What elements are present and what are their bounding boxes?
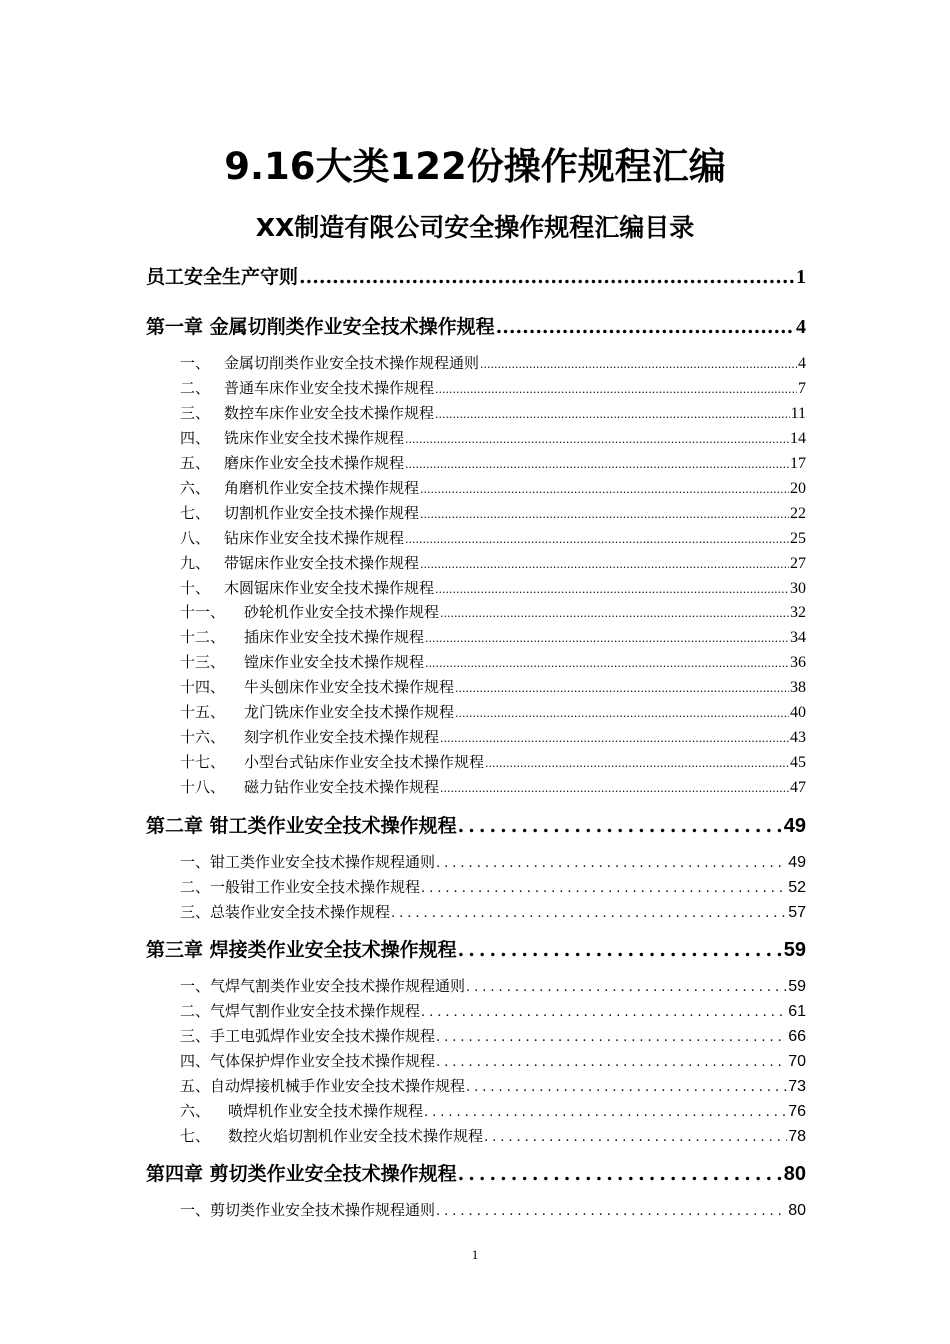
section-page: 14 — [790, 430, 806, 447]
section-page: 20 — [790, 480, 806, 497]
section-label: 数控火焰切割机作业安全技术操作规程 — [228, 1127, 484, 1145]
section-number: 二、 — [180, 878, 211, 896]
section-page: 22 — [790, 505, 806, 522]
toc-section[interactable] — [180, 502, 806, 523]
section-page: 49 — [788, 854, 806, 871]
section-page: 36 — [790, 654, 806, 671]
toc-section[interactable] — [180, 726, 806, 747]
toc-chapter-4[interactable] — [146, 1159, 806, 1186]
section-label: 气焊气割类作业安全技术操作规程通则 — [210, 977, 466, 995]
section-page: 11 — [790, 405, 806, 422]
section-number: 一、 — [180, 1201, 211, 1219]
section-label: 自动焊接机械手作业安全技术操作规程 — [210, 1077, 466, 1095]
section-page: 30 — [790, 580, 806, 597]
section-page: 38 — [790, 679, 806, 696]
section-number: 八、 — [180, 529, 211, 547]
toc-page: 80 — [783, 1163, 806, 1185]
section-number: 二、 — [180, 1002, 211, 1020]
section-page: 40 — [790, 704, 806, 721]
section-label: 剪切类作业安全技术操作规程通则 — [210, 1201, 436, 1219]
section-label: 气焊气割作业安全技术操作规程 — [210, 1002, 421, 1020]
section-number: 三、 — [180, 404, 211, 422]
section-page: 73 — [788, 1078, 806, 1095]
section-label: 木圆锯床作业安全技术操作规程 — [224, 579, 435, 597]
toc-section[interactable] — [180, 751, 806, 772]
section-number: 十三、 — [180, 653, 226, 671]
section-label: 钻床作业安全技术操作规程 — [224, 529, 405, 547]
section-number: 七、 — [180, 504, 211, 522]
toc-section[interactable] — [180, 527, 806, 548]
section-page: 4 — [798, 355, 806, 372]
section-label: 普通车床作业安全技术操作规程 — [224, 379, 435, 397]
section-label: 带锯床作业安全技术操作规程 — [224, 554, 420, 572]
toc-section[interactable] — [180, 452, 806, 473]
toc-page: 59 — [783, 939, 806, 961]
toc-section[interactable] — [180, 1199, 806, 1220]
section-page: 70 — [788, 1053, 806, 1070]
toc-section[interactable] — [180, 577, 806, 598]
toc-section[interactable] — [180, 851, 806, 872]
section-number: 五、 — [180, 1077, 211, 1095]
section-label: 总装作业安全技术操作规程 — [210, 903, 391, 921]
section-number: 三、 — [180, 903, 211, 921]
section-page: 34 — [790, 629, 806, 646]
toc-section[interactable] — [180, 701, 806, 722]
section-number: 一、 — [180, 354, 211, 372]
toc-page: 1 — [796, 266, 806, 288]
section-number: 七、 — [180, 1127, 211, 1145]
toc-section[interactable] — [180, 402, 806, 423]
section-page: 76 — [788, 1103, 806, 1120]
section-number: 三、 — [180, 1027, 211, 1045]
section-label: 手工电弧焊作业安全技术操作规程 — [210, 1027, 436, 1045]
section-number: 十五、 — [180, 703, 226, 721]
section-label: 喷焊机作业安全技术操作规程 — [228, 1102, 424, 1120]
section-page: 25 — [790, 530, 806, 547]
section-page: 66 — [788, 1028, 806, 1045]
section-number: 四、 — [180, 1052, 211, 1070]
toc-preface[interactable] — [146, 262, 806, 289]
section-number: 十七、 — [180, 753, 226, 771]
section-label: 一般钳工作业安全技术操作规程 — [210, 878, 421, 896]
section-page: 7 — [798, 380, 806, 397]
toc-label: 员工安全生产守则 — [146, 266, 299, 288]
toc-section[interactable] — [180, 377, 806, 398]
section-page: 57 — [788, 904, 806, 921]
toc-chapter-2[interactable] — [146, 811, 806, 838]
section-page: 17 — [790, 455, 806, 472]
section-page: 78 — [788, 1128, 806, 1145]
toc-section[interactable] — [180, 776, 806, 797]
section-label: 牛头刨床作业安全技术操作规程 — [244, 678, 455, 696]
section-label: 龙门铣床作业安全技术操作规程 — [244, 703, 455, 721]
toc-section[interactable] — [180, 876, 806, 897]
section-label: 镗床作业安全技术操作规程 — [244, 653, 425, 671]
toc-section[interactable] — [180, 477, 806, 498]
toc-section[interactable] — [180, 901, 806, 922]
toc-chapter-3[interactable] — [146, 935, 806, 962]
section-page: 45 — [790, 754, 806, 771]
toc-section[interactable] — [180, 1025, 806, 1046]
section-page: 80 — [788, 1202, 806, 1219]
page-number: 1 — [471, 1247, 479, 1262]
section-number: 十一、 — [180, 603, 226, 621]
toc-section[interactable] — [180, 626, 806, 647]
section-label: 插床作业安全技术操作规程 — [244, 628, 425, 646]
section-label: 磁力钻作业安全技术操作规程 — [244, 778, 440, 796]
section-number: 十四、 — [180, 678, 226, 696]
section-number: 十、 — [180, 579, 211, 597]
section-label: 金属切削类作业安全技术操作规程通则 — [224, 354, 480, 372]
toc-section[interactable] — [180, 1075, 806, 1096]
section-number: 一、 — [180, 977, 211, 995]
section-number: 九、 — [180, 554, 211, 572]
section-number: 四、 — [180, 429, 211, 447]
section-label: 砂轮机作业安全技术操作规程 — [244, 603, 440, 621]
toc-section[interactable] — [180, 975, 806, 996]
section-page: 61 — [788, 1003, 806, 1020]
section-label: 切割机作业安全技术操作规程 — [224, 504, 420, 522]
section-page: 27 — [790, 555, 806, 572]
toc-page: 49 — [783, 815, 806, 837]
toc-section[interactable] — [180, 1050, 806, 1071]
toc-section[interactable] — [180, 651, 806, 672]
toc-label: 第一章 金属切削类作业安全技术操作规程 — [146, 316, 495, 338]
section-number: 十八、 — [180, 778, 226, 796]
toc-section[interactable] — [180, 1125, 806, 1146]
section-number: 五、 — [180, 454, 211, 472]
document-subtitle: XX制造有限公司安全操作规程汇编目录 — [255, 213, 695, 242]
toc-label: 第三章 焊接类作业安全技术操作规程 — [146, 939, 457, 961]
toc-label: 第四章 剪切类作业安全技术操作规程 — [146, 1163, 457, 1185]
section-label: 小型台式钻床作业安全技术操作规程 — [244, 753, 485, 771]
section-page: 52 — [788, 879, 806, 896]
toc-section[interactable] — [180, 1100, 806, 1121]
toc-chapter-1[interactable] — [146, 312, 806, 339]
section-number: 一、 — [180, 853, 211, 871]
toc-section[interactable] — [180, 601, 806, 622]
toc-section[interactable] — [180, 676, 806, 697]
section-label: 角磨机作业安全技术操作规程 — [224, 479, 420, 497]
section-number: 十六、 — [180, 728, 226, 746]
section-page: 59 — [788, 978, 806, 995]
document-title: 9.16大类122份操作规程汇编 — [224, 145, 726, 188]
section-label: 刻字机作业安全技术操作规程 — [244, 728, 440, 746]
section-number: 六、 — [180, 1102, 211, 1120]
section-page: 32 — [790, 604, 806, 621]
section-number: 二、 — [180, 379, 211, 397]
section-page: 43 — [790, 729, 806, 746]
toc-section[interactable] — [180, 1000, 806, 1021]
toc-section[interactable] — [180, 552, 806, 573]
section-label: 铣床作业安全技术操作规程 — [224, 429, 405, 447]
toc-page: 4 — [796, 316, 806, 338]
section-label: 气体保护焊作业安全技术操作规程 — [210, 1052, 436, 1070]
section-number: 十二、 — [180, 628, 226, 646]
section-label: 数控车床作业安全技术操作规程 — [224, 404, 435, 422]
section-number: 六、 — [180, 479, 211, 497]
toc-section[interactable] — [180, 352, 806, 373]
toc-label: 第二章 钳工类作业安全技术操作规程 — [146, 815, 457, 837]
toc-section[interactable] — [180, 427, 806, 448]
section-label: 钳工类作业安全技术操作规程通则 — [210, 853, 436, 871]
section-label: 磨床作业安全技术操作规程 — [224, 454, 405, 472]
section-page: 47 — [790, 779, 806, 796]
